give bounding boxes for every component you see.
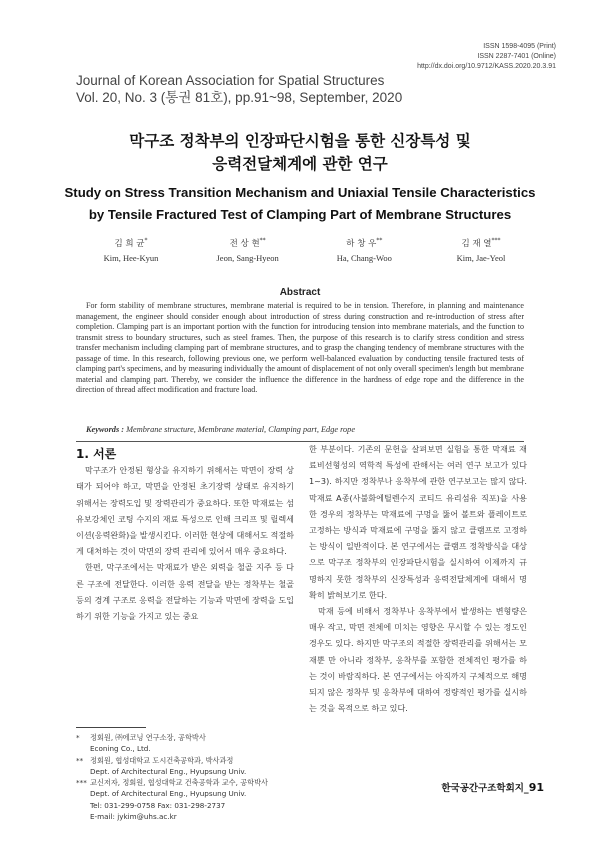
author-mark: ** [376, 237, 383, 244]
author-mark: *** [491, 237, 501, 244]
footnote-mark: * [76, 733, 80, 742]
volume-line: Vol. 20, No. 3 (통권 81호), pp.91~98, September, 2020 [76, 90, 403, 105]
journal-header [76, 72, 402, 106]
body-paragraph: 막구조가 안정된 형상을 유지하기 위해서는 막면이 장력 상태가 되어야 하고, 막면을 안정된 초기장력 상태로 유지하기 위해서는 장력도입 및 장력관리가 중요하다. 또한 막재료는 섬유보강체인 코팅 수지의 재료 특성으로 인해 크리프 및 릴렉세이션(응력완화)을 발생시킨다. 이러한 현상에 대해서도 적절하게 대처하는 것이 막면의 장력 관리에 있어서 매우 중요하다. [76, 465, 294, 557]
author-name-ko: 김 재 열 [461, 238, 492, 249]
author [193, 234, 303, 265]
issn-online: ISSN 2287-7401 (Online) [477, 53, 556, 60]
body-paragraph: 막재 등에 비해서 정착부나 응착부에서 발생하는 변형량은 매우 작고, 막면 전체에 미치는 영향은 무시할 수 있는 정도인 경우도 있다. 하지만 막구조의 적절한 장력관리를 위해서는 모재뿐 만 아니라 정착부, 응착부를 포함한 전체적인 평가를 하는 것이 바람직하다. 본 연구에서는 아직까지 구체적으로 해명되지 않은 정착부 및 응착부에 대하여 정량적인 평가를 실시하는 것을 목적으로 하고 있다. [309, 606, 527, 714]
footnote-line: Dept. of Architectural Eng., Hyupsung Univ. [90, 789, 247, 799]
journal-name: Journal of Korean Association for Spatial Structures [76, 73, 385, 88]
author-name-ko: 김 희 균 [114, 238, 145, 249]
author-mark: * [144, 237, 148, 244]
footnote-line: 교신저자, 정회원, 협성대학교 건축공학과 교수, 공학박사 [90, 778, 268, 788]
footnote-line: 정회원, ㈜에코닝 연구소장, 공학박사 [90, 733, 206, 742]
footnote [76, 777, 298, 822]
author-list [76, 234, 536, 265]
issn-print: ISSN 1598-4095 (Print) [483, 43, 556, 50]
author-name-ko: 전 상 현 [229, 238, 260, 249]
footnote [76, 755, 298, 778]
author-name-en: Kim, Jae-Yeol [456, 252, 506, 263]
footnote-line: 정회원, 협성대학교 도시건축공학과, 박사과정 [90, 755, 234, 765]
footnote-line: Econing Co., Ltd. [90, 744, 151, 754]
issn-block [417, 42, 556, 72]
abstract-text: For form stability of membrane structures, membrane material is required to be in tension. Therefore, in planning and maintenance management, the engineer should consider enough about introduction of stress during construction and re-introduction of stress after completion. Clamping part is an important portion with the function for introducing tension into membrane materials, and the function to transmit stress to boundary structures, such as steel frames. Then, the purpose of this research is to clarify stress condition and stress transfer mechanism including clamping part of membrane structures, and to grasp the changing tendency of membrane structures with the passage of time. In this research, following previous one, we perform well-balanced evaluation by conducting tensile fractured tests of clamping part's specimens, and by measuring individually the amount of displacement of not only overall specimen's length but membrane material and clamping part. Thereby, we consider the influence the difference in the hardness of edge rope and the difference in the direction of thread affect modification and fracture load. [76, 301, 524, 394]
author-name-ko: 하 창 우 [346, 238, 377, 249]
footnote-line: Tel: 031-299-0758 Fax: 031-298-2737 [90, 800, 226, 810]
doi-link[interactable]: http://dx.doi.org/10.9712/KASS.2020.20.3.91 [417, 63, 556, 70]
page-number: 91 [528, 781, 544, 794]
keywords-text: Membrane structure, Membrane material, Clamping part, Edge rope [126, 425, 356, 434]
author-name-en: Jeon, Sang-Hyeon [216, 252, 279, 263]
footnotes [76, 727, 298, 822]
footnote-line: Dept. of Architectural Eng., Hyupsung Univ. [90, 766, 247, 776]
title-english [0, 182, 600, 226]
footnote [76, 732, 298, 755]
author-mark: ** [259, 237, 266, 244]
author [76, 234, 186, 265]
body-paragraph: 한편, 막구조에서는 막재료가 받은 외력을 철골 지주 등 다른 구조에 전달한다. 이러한 응력 전달을 받는 정착부는 철골 등의 경계 구조로 응력을 전달하는 기능과 막면에 장력을 도입하기 위한 기능을 가지고 있는 중요 [76, 562, 294, 622]
body-paragraph: 한 부분이다. 기존의 문헌을 살펴보면 실험을 통한 막재료 재료비선형성의 역학적 특성에 관해서는 여러 연구 보고가 있다1~3). 하지만 정착부나 응착부에 관한 연구보고는 많지 않다. 막재료 A종(사불화에틸렌수지 코티드 유리섬유 직포)을 사용한 경우의 정착부는 막재료에 구멍을 뚫어 볼트와 플레이트로 고정하는 방식과 막재료에 구멍을 뚫지 않고 클램프로 고정하는 방식이 일반적이다. 본 연구에서는 클램프 정착방식을 대상으로 막구조 정착부의 인장파단시험을 실시하여 이제까지 규명하지 못한 정착부의 신장특성과 응력전달체계에 대해서 명확히 밝혀보기로 한다. [309, 444, 527, 600]
title-english-line1: Study on Stress Transition Mechanism and Uniaxial Tensile Characteristics [64, 185, 536, 200]
left-column [76, 446, 294, 624]
email-link[interactable]: E-mail: jykim@uhs.ac.kr [90, 812, 177, 822]
footnote-mark: ** [76, 755, 84, 765]
right-column [309, 441, 527, 716]
page-footer [441, 780, 544, 794]
keywords-label: Keywords : [86, 425, 125, 434]
title-korean-line1: 막구조 정착부의 인장파단시험을 통한 신장특성 및 [129, 132, 471, 150]
abstract-heading: Abstract [279, 287, 321, 298]
keywords [86, 425, 355, 434]
author-name-en: Ha, Chang-Woo [336, 252, 392, 263]
section-heading: 1. 서론 [76, 447, 117, 461]
author [426, 234, 536, 265]
footnote-rule [76, 727, 146, 728]
title-korean-line2: 응력전달체계에 관한 연구 [212, 155, 388, 173]
title-korean [0, 130, 600, 176]
author-name-en: Kim, Hee-Kyun [103, 252, 159, 263]
author [309, 234, 419, 265]
footer-journal-name: 한국공간구조학회지_ [441, 783, 529, 794]
footnote-mark: *** [76, 778, 87, 788]
title-english-line2: by Tensile Fractured Test of Clamping Part of Membrane Structures [88, 207, 512, 222]
